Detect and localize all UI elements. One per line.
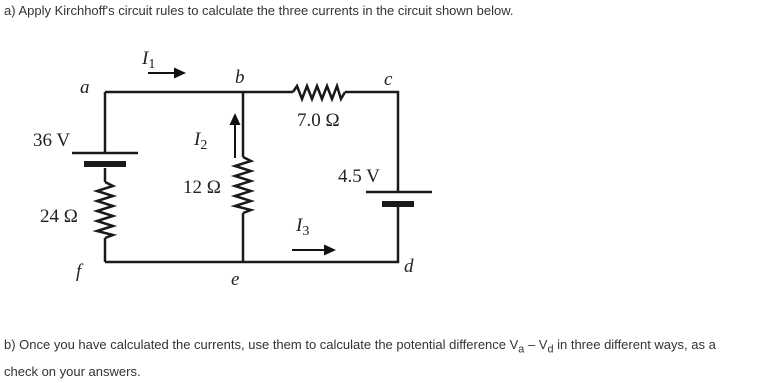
wire-bottom-right xyxy=(105,207,398,262)
arrow-i2 xyxy=(230,113,241,158)
label-battery-left: 36 V xyxy=(33,130,71,151)
current-label-i2: $I_2$ xyxy=(194,129,208,153)
label-battery-right: 4.5 V xyxy=(338,166,380,187)
resistor-middle xyxy=(235,157,251,213)
resistor-top xyxy=(293,86,345,99)
node-label-a: a xyxy=(80,77,90,98)
label-resistor-middle: 12 Ω xyxy=(183,177,221,198)
label-resistor-left: 24 Ω xyxy=(40,206,78,227)
node-label-b: b xyxy=(235,67,245,88)
node-label-d: d xyxy=(404,256,414,277)
node-label-f: f xyxy=(76,261,82,282)
current-label-i1: $I_1$ xyxy=(142,48,156,72)
question-part-b xyxy=(4,334,774,383)
battery-right xyxy=(366,192,432,204)
part-b-minus: – V xyxy=(524,337,548,352)
part-b-sub-a: a xyxy=(518,343,525,356)
label-resistor-top: 7.0 Ω xyxy=(297,110,340,131)
node-label-c: c xyxy=(384,69,393,90)
node-label-e: e xyxy=(231,269,240,290)
part-b-suffix: in three different ways, as a xyxy=(553,337,716,352)
question-part-a: a) Apply Kirchhoff's circuit rules to calculate the three currents in the circuit shown below. xyxy=(4,3,514,18)
current-label-i3: $I_3$ xyxy=(296,215,310,239)
battery-left xyxy=(72,153,138,164)
arrow-i3 xyxy=(292,245,336,256)
part-b-prefix: b) Once you have calculated the currents, use them to calculate the potential difference V xyxy=(4,337,519,352)
part-b-sub-d: d xyxy=(547,343,554,356)
resistor-left xyxy=(97,182,113,238)
part-b-line2: check on your answers. xyxy=(4,363,141,379)
